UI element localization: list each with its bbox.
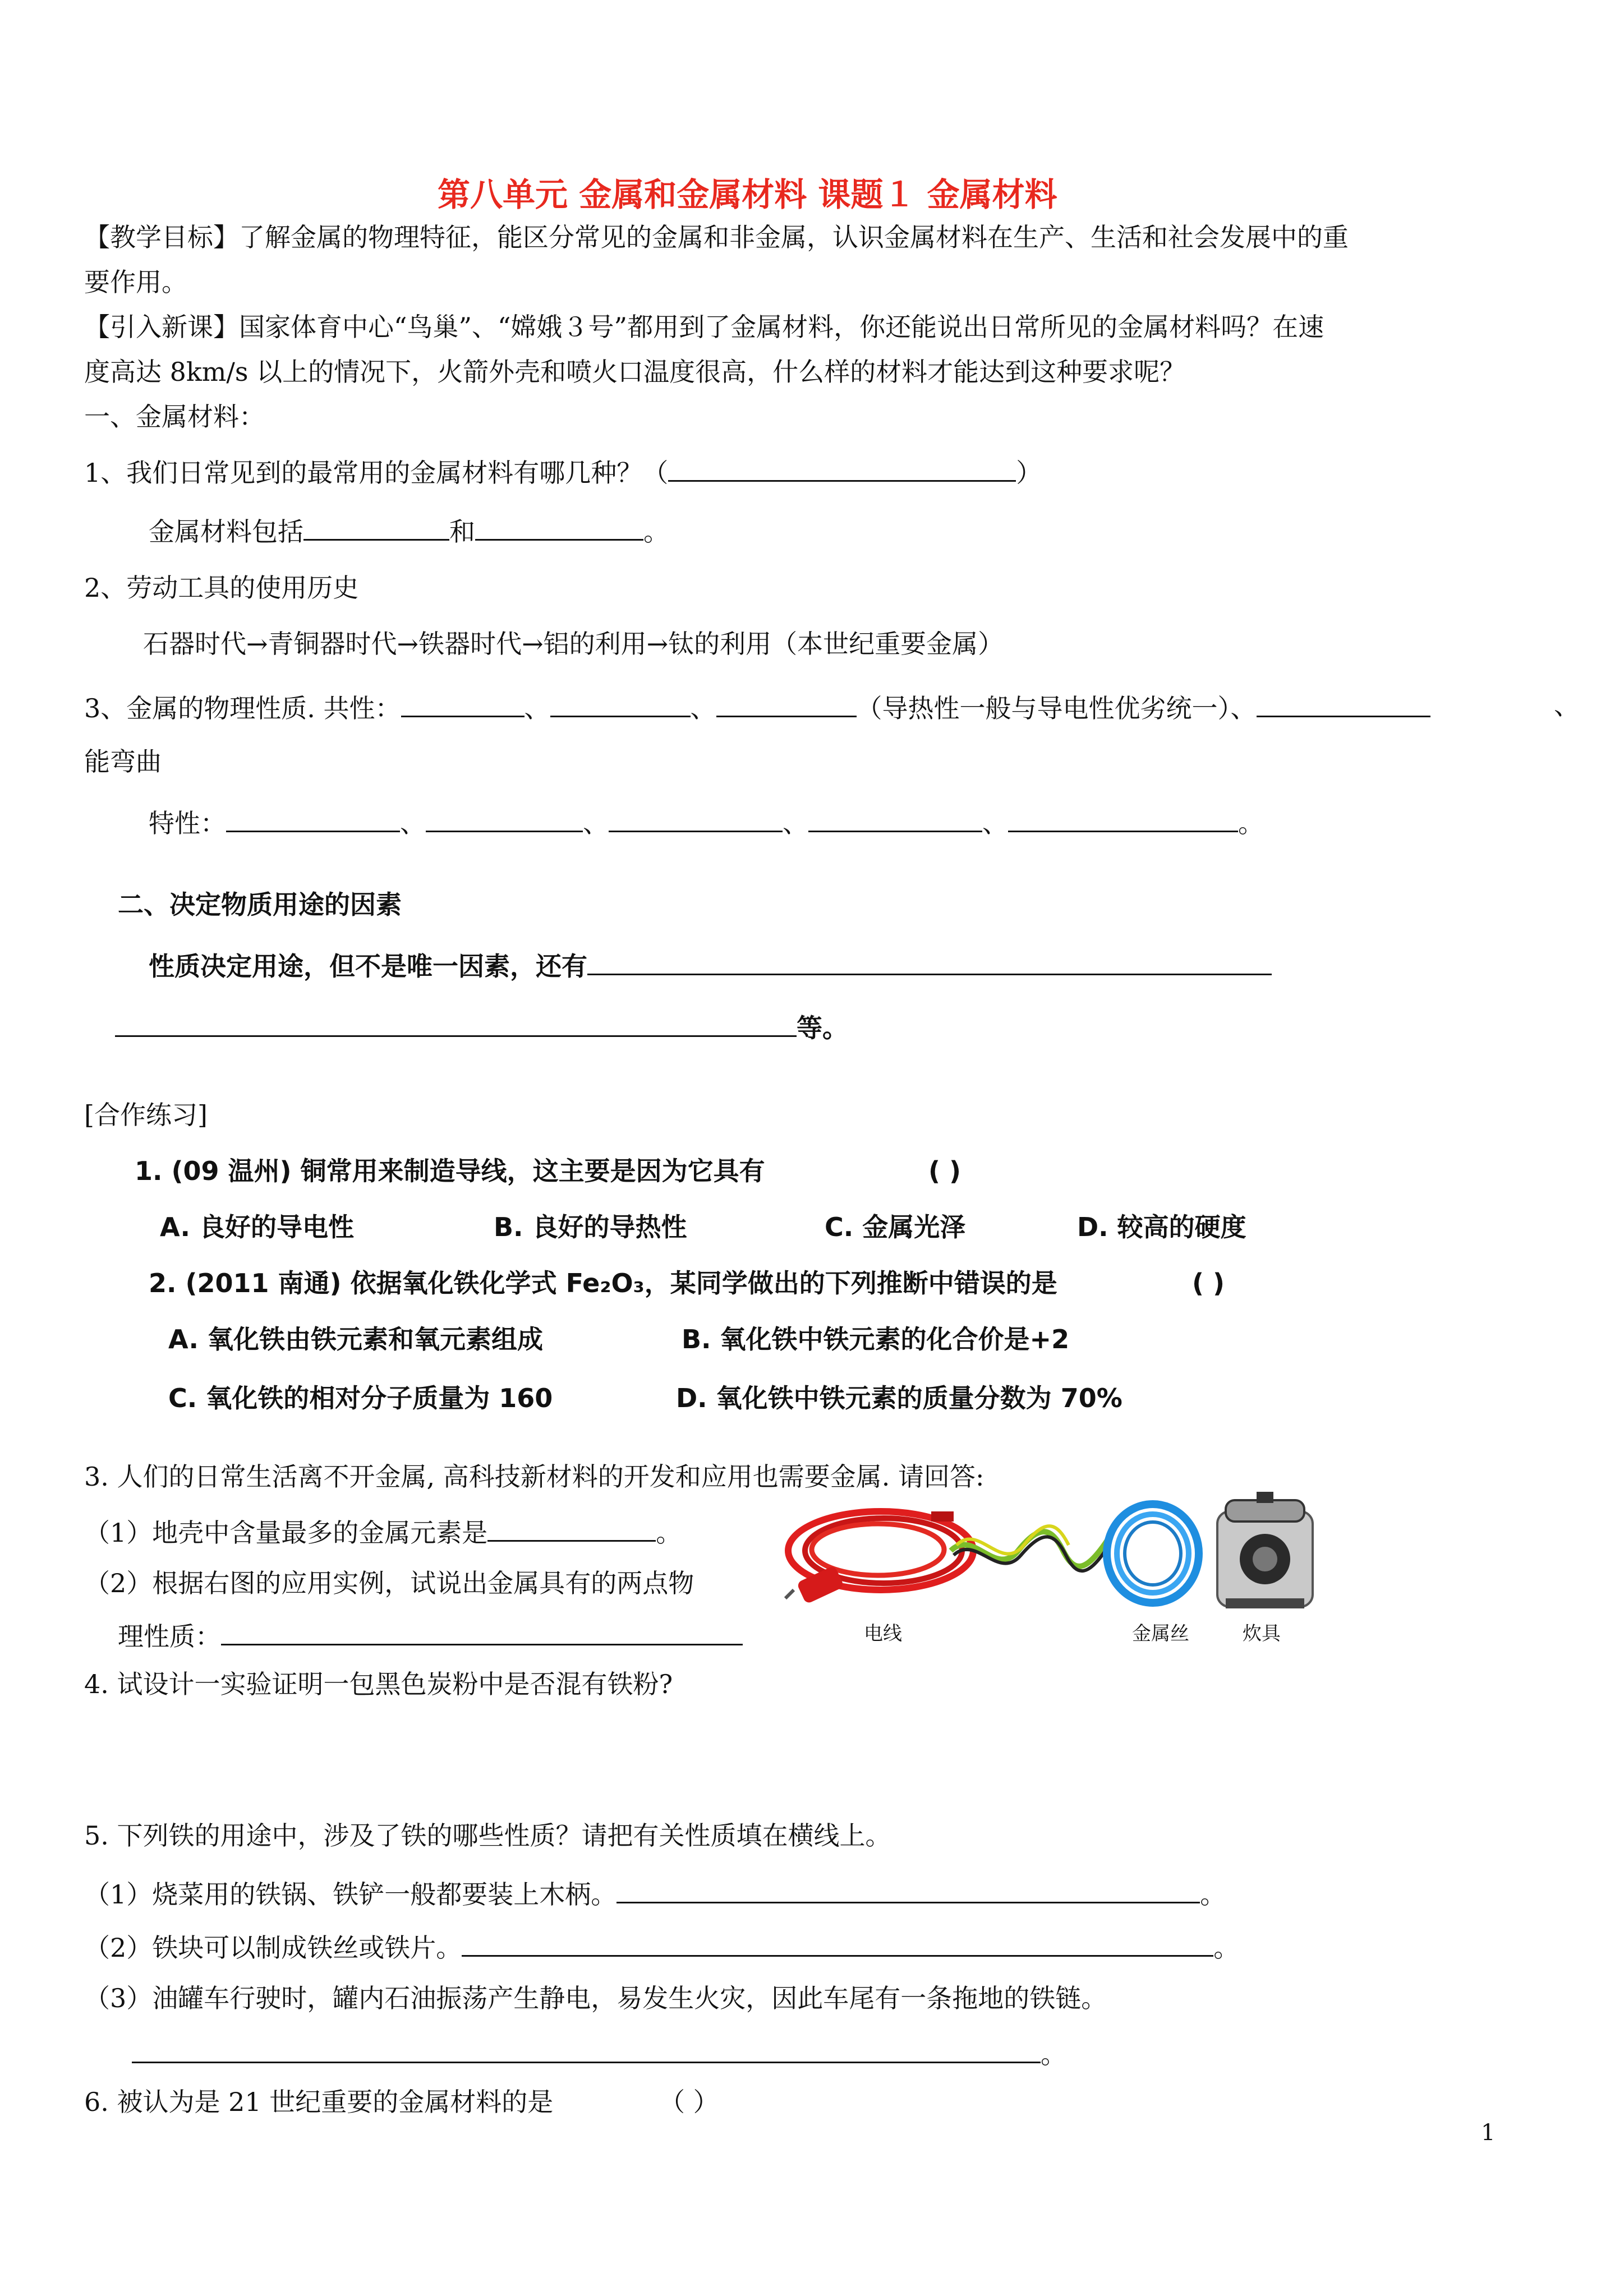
- question-2: 2、劳动工具的使用历史: [84, 573, 359, 603]
- question-1b-end: 。: [643, 517, 669, 547]
- practice-1-option-b[interactable]: B. 良好的导热性: [494, 1212, 687, 1242]
- separator: 、: [982, 808, 1008, 838]
- practice-2-option-d[interactable]: D. 氧化铁中铁元素的质量分数为 70%: [676, 1383, 1122, 1413]
- practice-1-paren: ( ): [928, 1156, 961, 1186]
- question-5-sub2: [84, 1929, 1239, 1963]
- section2-line-2: [115, 1009, 848, 1044]
- question-3-text: 3、金属的物理性质. 共性：: [84, 693, 401, 723]
- question-5-sub3: （3）油罐车行驶时，罐内石油振荡产生静电，易发生火灾，因此车尾有一条拖地的铁链。: [84, 1983, 1107, 2013]
- answer-blank[interactable]: [550, 690, 691, 717]
- question-3b-sub1-text: （1）地壳中含量最多的金属元素是: [84, 1518, 488, 1548]
- objective-line-2: 要作用。: [84, 267, 187, 297]
- section2-line-1-text: 性质决定用途，但不是唯一因素，还有: [149, 951, 587, 981]
- question-5-sub1-end: 。: [1200, 1879, 1226, 1910]
- section2-heading: 二、决定物质用途的因素: [118, 889, 402, 920]
- practice-2-paren: ( ): [1192, 1268, 1225, 1298]
- practice-2-option-b[interactable]: B. 氧化铁中铁元素的化合价是+2: [682, 1324, 1070, 1354]
- cookware-icon: [1217, 1492, 1313, 1608]
- question-2-history: 石器时代→青铜器时代→铁器时代→铝的利用→钛的利用（本世纪重要金属）: [143, 629, 1004, 659]
- practice-1-stem: 1. (09 温州) 铜常用来制造导线，这主要是因为它具有: [135, 1156, 765, 1186]
- question-3b-sub2-line-1: （2）根据右图的应用实例，试说出金属具有的两点物: [84, 1568, 694, 1598]
- question-6-paren: （ ）: [659, 2087, 719, 2117]
- answer-blank[interactable]: [221, 1618, 743, 1645]
- answer-blank[interactable]: [487, 1514, 656, 1542]
- answer-blank[interactable]: [716, 690, 857, 717]
- question-3-special-label: 特性：: [149, 808, 226, 838]
- caption-metal-wire: 金属丝: [1132, 1622, 1189, 1645]
- answer-blank[interactable]: [475, 513, 643, 541]
- question-5-sub3-line: [132, 2036, 1066, 2070]
- answer-blank[interactable]: [668, 454, 1016, 482]
- separator: 、: [690, 693, 716, 723]
- page-title: 第八单元 金属和金属材料 课题１ 金属材料: [438, 176, 1057, 214]
- green-wire-icon: [951, 1526, 1109, 1571]
- question-5-stem: 5. 下列铁的用途中，涉及了铁的哪些性质？请把有关性质填在横线上。: [84, 1820, 891, 1851]
- question-1: [84, 454, 1042, 488]
- question-1b-text: 金属材料包括: [149, 517, 303, 547]
- answer-blank[interactable]: [587, 948, 1272, 975]
- caption-wire: 电线: [864, 1622, 902, 1645]
- intro-line-1: 【引入新课】国家体育中心“鸟巢”、“嫦娥３号”都用到了金属材料，你还能说出日常所见的金属材料吗？在速: [84, 312, 1324, 342]
- question-3-special: [149, 805, 1264, 839]
- separator: 、: [524, 693, 550, 723]
- question-1-close: ）: [1016, 458, 1042, 488]
- answer-blank[interactable]: [401, 690, 525, 717]
- question-5-sub2-end: 。: [1213, 1933, 1240, 1963]
- red-cable-icon: [785, 1511, 973, 1605]
- section2-line-2-end: 等。: [797, 1013, 848, 1043]
- question-1b-and: 和: [449, 517, 475, 547]
- question-5-sub3-end: 。: [1041, 2039, 1066, 2069]
- practice-1-option-a[interactable]: A. 良好的导电性: [160, 1212, 354, 1242]
- answer-blank[interactable]: [617, 1876, 1200, 1903]
- practice-2-stem: 2. (2011 南通) 依据氧化铁化学式 Fe₂O₃，某同学做出的下列推断中错误的是: [149, 1268, 1057, 1298]
- practice-1-option-c[interactable]: C. 金属光泽: [825, 1212, 966, 1242]
- objective-line-1: 【教学目标】了解金属的物理特征，能区分常见的金属和非金属，认识金属材料在生产、生活和社会发展中的重: [84, 222, 1349, 252]
- practice-1-option-d[interactable]: D. 较高的硬度: [1077, 1212, 1246, 1242]
- question-3-continued: 能弯曲: [84, 746, 162, 777]
- practice-2-option-a[interactable]: A. 氧化铁由铁元素和氧元素组成: [168, 1324, 543, 1354]
- answer-blank[interactable]: [226, 805, 400, 832]
- question-3b-sub1: [84, 1514, 682, 1548]
- question-1b: [149, 513, 669, 547]
- answer-blank[interactable]: [303, 513, 449, 541]
- caption-cookware: 炊具: [1243, 1622, 1281, 1645]
- answer-blank[interactable]: [609, 805, 783, 832]
- question-5-sub1: [84, 1876, 1226, 1910]
- practice-2-option-c[interactable]: C. 氧化铁的相对分子质量为 160: [168, 1383, 553, 1413]
- metal-applications-image: [783, 1489, 1321, 1635]
- question-6-stem: 6. 被认为是 21 世纪重要的金属材料的是: [84, 2087, 554, 2117]
- question-5-sub2-text: （2）铁块可以制成铁丝或铁片。: [84, 1933, 462, 1963]
- question-4: 4. 试设计一实验证明一包黑色炭粉中是否混有铁粉?: [84, 1669, 673, 1699]
- page-number: 1: [1481, 2120, 1496, 2146]
- separator: 、: [400, 808, 426, 838]
- separator: 、: [1554, 690, 1580, 721]
- practice-heading: [合作练习]: [84, 1100, 208, 1130]
- separator: 、: [583, 808, 609, 838]
- answer-blank[interactable]: [132, 2036, 1041, 2063]
- question-3-end: 。: [1238, 808, 1264, 838]
- question-3b-stem: 3. 人们的日常生活离不开金属, 高科技新材料的开发和应用也需要金属. 请回答:: [84, 1461, 984, 1492]
- answer-blank[interactable]: [1257, 690, 1430, 717]
- answer-blank[interactable]: [462, 1929, 1213, 1957]
- answer-blank[interactable]: [115, 1009, 797, 1037]
- blue-wire-coil-icon: [1107, 1504, 1199, 1603]
- section1-heading: 一、金属材料：: [84, 402, 265, 432]
- question-5-sub1-text: （1）烧菜用的铁锅、铁铲一般都要装上木柄。: [84, 1879, 617, 1910]
- intro-line-2: 度高达 8km/s 以上的情况下，火箭外壳和喷火口温度很高，什么样的材料才能达到这种要求呢？: [84, 357, 1186, 387]
- question-1-text: 1、我们日常见到的最常用的金属材料有哪几种？（: [84, 458, 669, 488]
- question-3b-sub1-end: 。: [656, 1518, 682, 1548]
- answer-blank[interactable]: [808, 805, 982, 832]
- question-3: [84, 690, 1430, 724]
- separator: 、: [783, 808, 808, 838]
- question-3b-sub2-line-2: [118, 1618, 743, 1652]
- question-3b-sub2-label: 理性质：: [118, 1621, 221, 1652]
- answer-blank[interactable]: [426, 805, 583, 832]
- answer-blank[interactable]: [1008, 805, 1238, 832]
- section2-line-1: [149, 948, 1272, 982]
- question-3-note: （导热性一般与导电性优劣统一）、: [856, 693, 1257, 723]
